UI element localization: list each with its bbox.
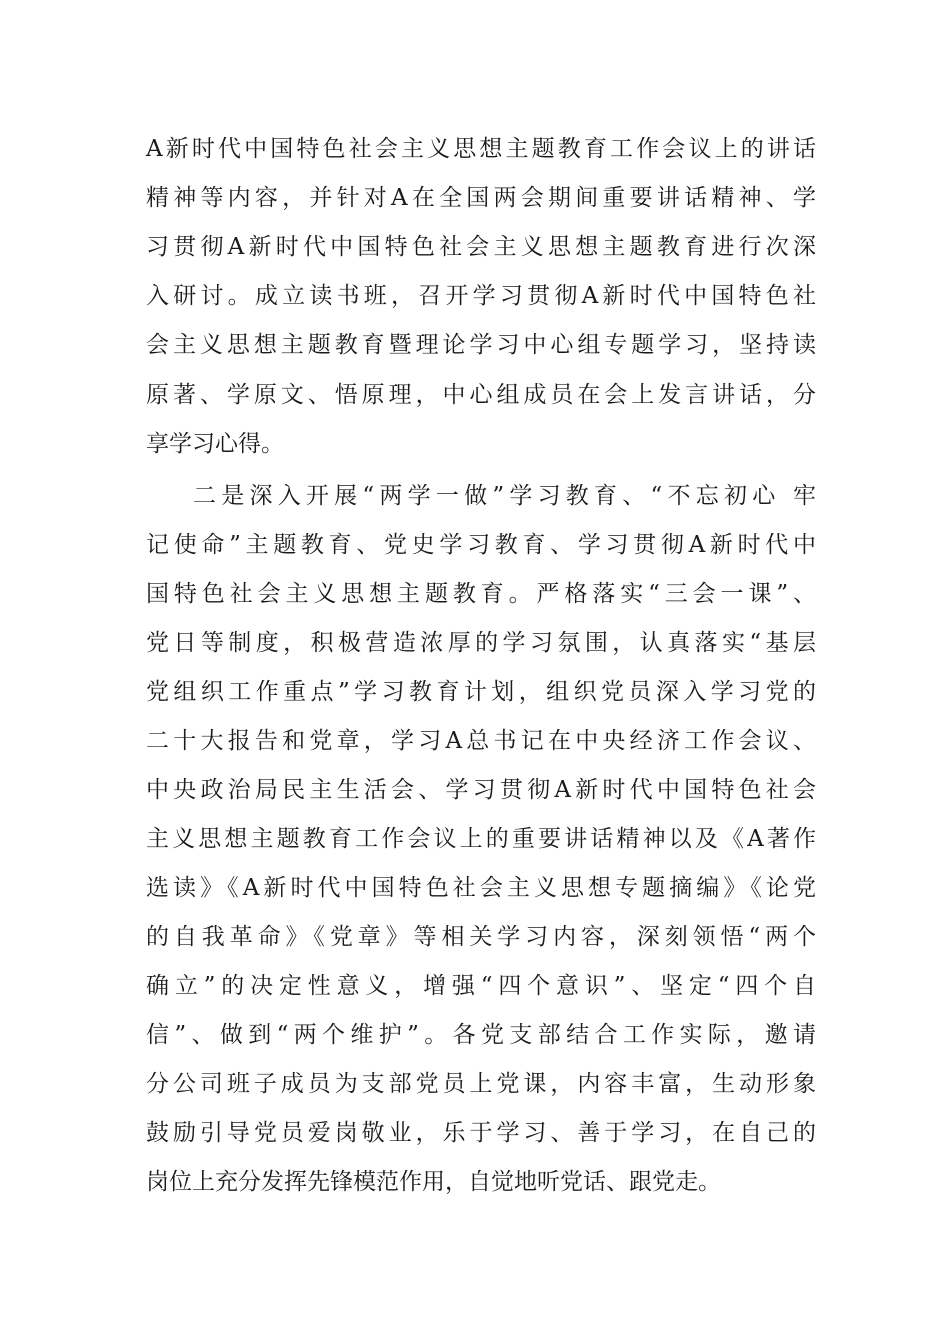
text-line: 享学习心得。 (146, 431, 284, 457)
text-line: 会主义思想主题教育暨理论学习中心组专题学习，坚持读 (146, 332, 816, 358)
text-line: 习贯彻A新时代中国特色社会主义思想主题教育进行次深 (146, 234, 816, 260)
text-line: 主义思想主题教育工作会议上的重要讲话精神以及《A著作 (146, 826, 816, 852)
text-line: 中央政治局民主生活会、学习贯彻A新时代中国特色社会 (146, 777, 816, 803)
text-line: A新时代中国特色社会主义思想主题教育工作会议上的讲话 (146, 136, 816, 162)
text-line: 岗位上充分发挥先锋模范作用，自觉地听党话、跟党走。 (146, 1169, 721, 1195)
text-line: 记使命”主题教育、党史学习教育、学习贯彻A新时代中 (146, 532, 816, 558)
text-line: 国特色社会主义思想主题教育。严格落实“三会一课”、 (146, 581, 816, 607)
text-line: 确立”的决定性意义，增强“四个意识”、坚定“四个自 (146, 973, 816, 999)
text-line: 二十大报告和党章，学习A总书记在中央经济工作会议、 (146, 728, 816, 754)
text-line: 分公司班子成员为支部党员上党课，内容丰富，生动形象 (146, 1071, 816, 1097)
text-line: 二是深入开展“两学一做”学习教育、“不忘初心 牢 (193, 483, 816, 509)
text-line: 党组织工作重点”学习教育计划，组织党员深入学习党的 (146, 679, 816, 705)
text-line: 入研讨。成立读书班，召开学习贯彻A新时代中国特色社 (146, 283, 816, 309)
text-line: 精神等内容，并针对A在全国两会期间重要讲话精神、学 (146, 185, 816, 211)
text-line: 的自我革命》《党章》等相关学习内容，深刻领悟“两个 (146, 924, 816, 950)
text-line: 党日等制度，积极营造浓厚的学习氛围，认真落实“基层 (146, 630, 816, 656)
text-line: 原著、学原文、悟原理，中心组成员在会上发言讲话，分 (146, 382, 816, 408)
text-line: 选读》《A新时代中国特色社会主义思想专题摘编》《论党 (146, 875, 816, 901)
text-line: 鼓励引导党员爱岗敬业，乐于学习、善于学习，在自己的 (146, 1120, 816, 1146)
text-line: 信”、做到“两个维护”。各党支部结合工作实际，邀请 (146, 1022, 816, 1048)
